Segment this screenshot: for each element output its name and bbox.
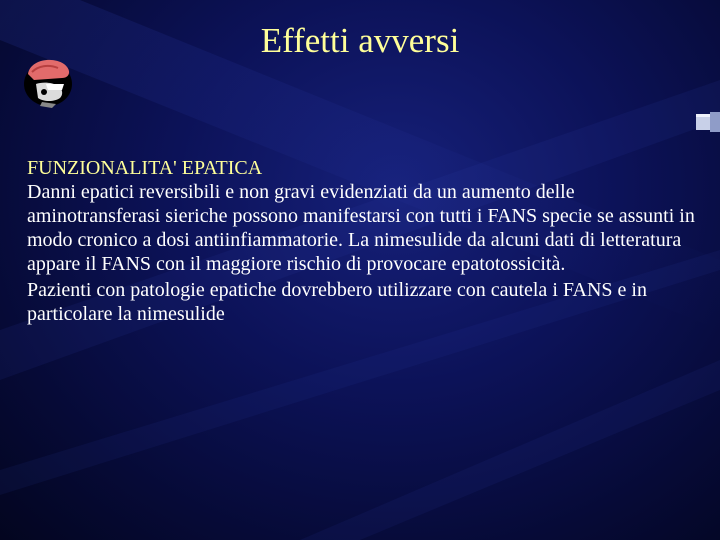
slide-title: Effetti avversi <box>260 21 460 60</box>
body-paragraph: Danni epatici reversibili e non gravi evidenziati da un aumento delle aminotransferasi sieriche possono manifestarsi con tutti i FANS specie se assunti in modo cronico a dosi antiinfiammatorie. La nimesulide da alcuni dati di letteratura appare il FANS con il maggiore rischio di provocare epatotossicità. <box>27 181 695 275</box>
slide-body <box>27 156 711 326</box>
body-paragraph: Pazienti con patologie epatiche dovrebbero utilizzare con cautela i FANS e in particolare la nimesulide <box>27 279 647 325</box>
section-heading: FUNZIONALITA' EPATICA <box>27 157 263 179</box>
head-profile-logo <box>18 54 78 110</box>
cube-tab-icon <box>696 110 720 134</box>
